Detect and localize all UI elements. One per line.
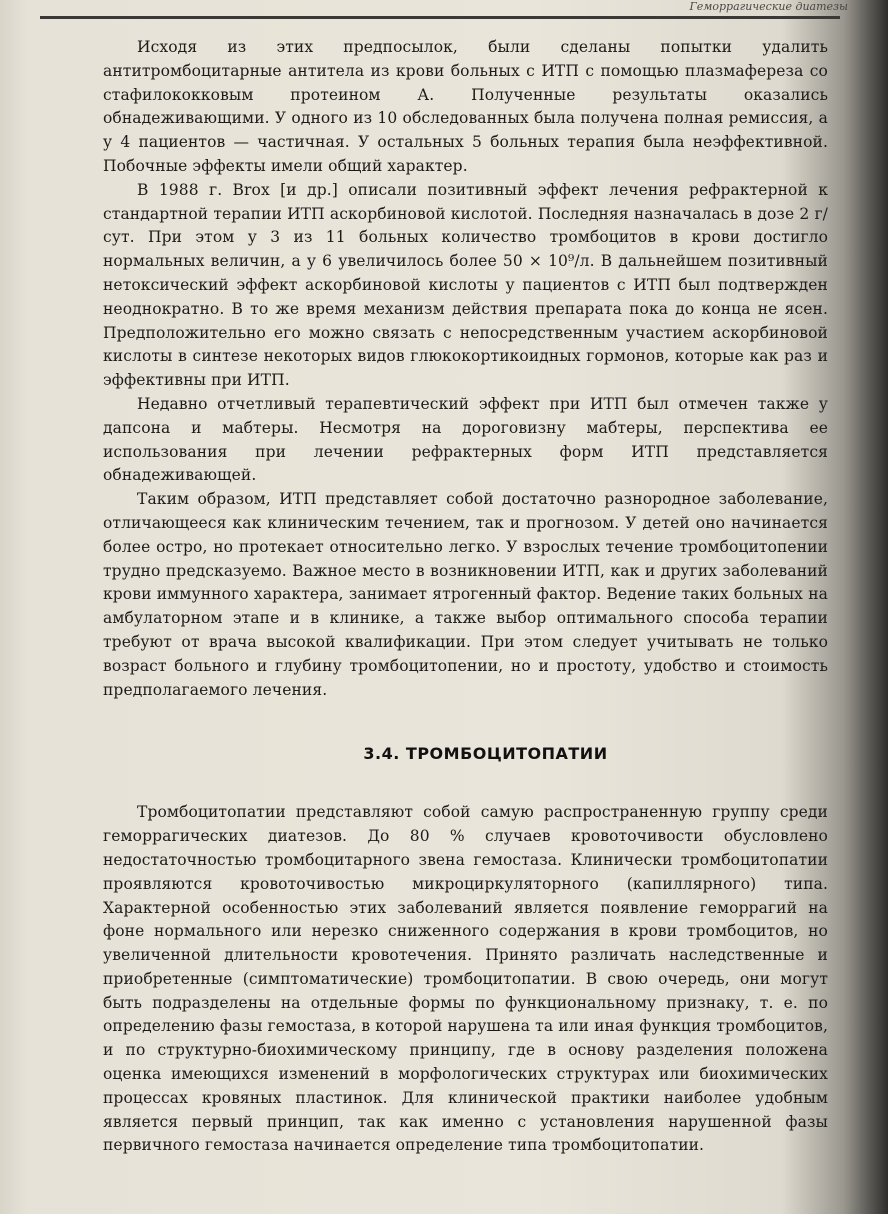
paragraph-conclusion: Таким образом, ИТП представляет собой достаточно разнородное заболевание, отличающееся как клиническим течением, так и прогнозом. У детей оно начинается более остро, но протекает относительно легко. У взрослых течение тромбоцитопении трудно предсказуемо. Важное место в возникновении ИТП, как и других заболеваний крови иммунного характера, занимает ятрогенный фактор. Ведение таких больных на амбулаторном этапе и в клинике, а также выбор оптимального способа терапии требуют от врача высокой квалификации. При этом следует учитывать не только возраст больного и глубину тромбоцитопении, но и простоту, удобство и стоимость предполагаемого лечения. (103, 490, 828, 699)
page-content (103, 36, 828, 1158)
paragraph-ascorbic-acid: В 1988 г. Brox [и др.] описали позитивный эффект лечения рефрактерной к стандартной терапии ИТП аскорбиновой кислотой. Последняя назначалась в дозе 2 г/сут. При этом у 3 из 11 больных количество тромбоцитов в крови достигло нормальных величин, а у 6 увеличилось более 50 × 10⁹/л. В дальнейшем позитивный нетоксический эффект аскорбиновой кислоты у пациентов с ИТП был подтвержден неоднократно. В то же время механизм действия препарата пока до конца не ясен. Предположительно его можно связать с непосредственным участием аскорбиновой кислоты в синтезе некоторых видов глюкокортикоидных гормонов, которые как раз и эффективны при ИТП. (103, 180, 828, 390)
paragraph-thrombocytopathies: Тромбоцитопатии представляют собой самую распространенную группу среди геморрагических диатезов. До 80 % случаев кровоточивости обусловлено недостаточностью тромбоцитарного звена гемостаза. Клинически тромбоцитопатии проявляются кровоточивостью микроциркуляторного (капиллярного) типа. Характерной особенностью этих заболеваний является появление геморрагий на фоне нормального или нерезко сниженного содержания в крови тромбоцитов, но увеличенной длительности кровотечения. Принято различать наследственные и приобретенные (симптоматические) тромбоцитопатии. В свою очередь, они могут быть подразделены на отдельные формы по функциональному признаку, т. е. по определению фазы гемостаза, в которой нарушена та или иная функция тромбоцитов, и по структурно-биохимическому принципу, где в основу разделения положена оценка имеющихся изменений в морфологических структурах или биохимических процессах кровяных пластинок. Для клинической практики наиболее удобным является первый принцип, так как именно с установления нарушенной фазы первичного гемостаза начинается определение типа тромбоцитопатии. (103, 803, 828, 1155)
running-head: Геморрагические диатезы (689, 0, 848, 13)
section-heading: 3.4. ТРОМБОЦИТОПАТИИ (363, 744, 608, 764)
header-rule (40, 16, 840, 19)
paragraph-plasmapheresis: Исходя из этих предпосылок, были сделаны попытки удалить антитромбоцитарные антитела из крови больных с ИТП с помощью плазмафереза со стафилококковым протеином А. Полученные результаты оказались обнадеживающими. У одного из 10 обследованных была получена полная ремиссия, а у 4 пациентов — частичная. У остальных 5 больных терапия была неэффективной. Побочные эффекты имели общий характер. (103, 38, 828, 175)
paragraph-dapsone-mabthera: Недавно отчетливый терапевтический эффект при ИТП был отмечен также у дапсона и мабтеры. Несмотря на дороговизну мабтеры, перспектива ее использования при лечении рефрактерных форм ИТП представляется обнадеживающей. (103, 394, 828, 485)
